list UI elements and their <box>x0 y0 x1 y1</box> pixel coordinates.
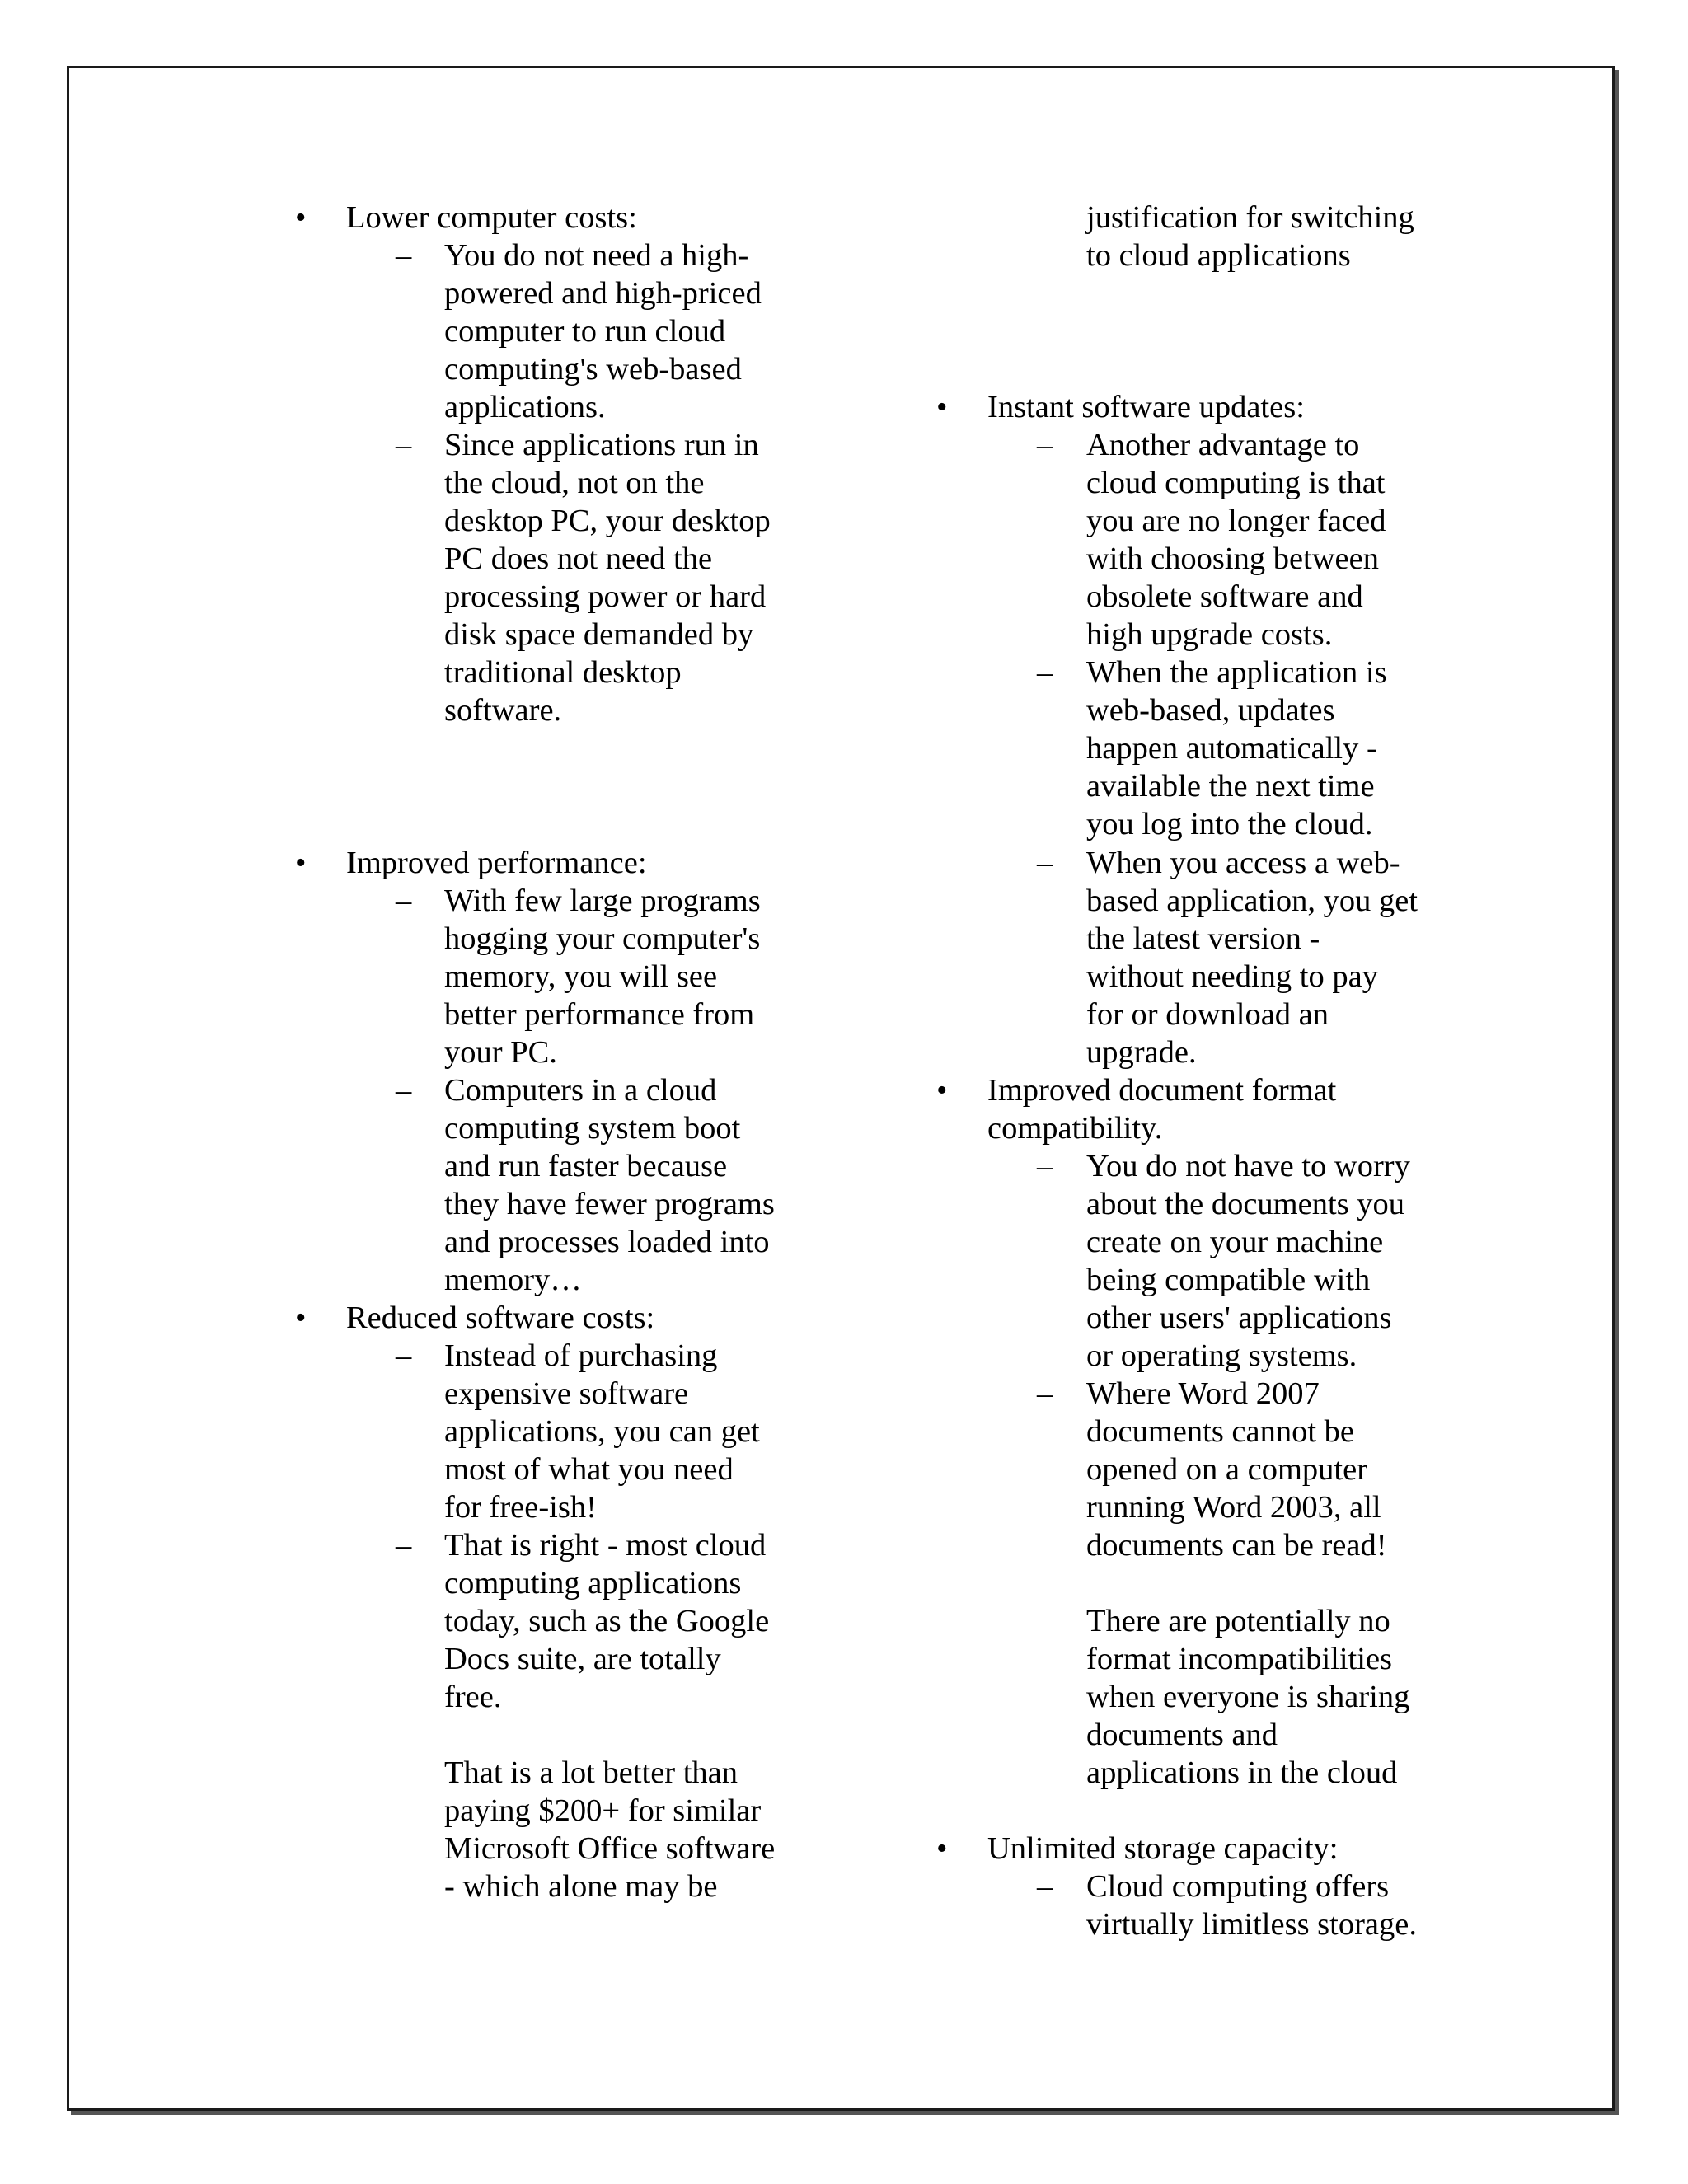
bullet-marker: • <box>936 1073 948 1108</box>
heading-unlimited-storage: Unlimited storage capacity: <box>987 1831 1339 1866</box>
dash-marker: – <box>1037 1869 1053 1904</box>
heading-instant-software-updates: Instant software updates: <box>987 390 1305 424</box>
subitem-performance-1: With few large programs hogging your computer's memory, you will see better performance from your PC. <box>444 883 761 1070</box>
dash-marker: – <box>396 1528 412 1563</box>
dash-marker: – <box>1037 428 1053 462</box>
dash-marker: – <box>1037 1376 1053 1411</box>
subitem-software-costs-1: Instead of purchasing expensive software applications, you can get most of what you need for free-ish! <box>444 1338 760 1525</box>
bullet-marker: • <box>936 390 948 424</box>
dash-marker: – <box>396 238 412 273</box>
dash-marker: – <box>1037 846 1053 880</box>
continuation-text: justification for switching to cloud applications <box>1086 200 1414 273</box>
bullet-marker: • <box>295 200 307 235</box>
dash-marker: – <box>1037 655 1053 690</box>
subitem-updates-3: When you access a web- based application, you get the latest version - without needing to pay for or download an upgrade. <box>1086 846 1418 1070</box>
subitem-updates-2: When the application is web-based, updates happen automatically - available the next time you log into the cloud. <box>1086 655 1387 841</box>
subitem-lower-costs-2: Since applications run in the cloud, not on the desktop PC, your desktop PC does not need the processing power or hard disk space demanded by traditional desktop software. <box>444 428 771 728</box>
subitem-storage-1: Cloud computing offers virtually limitless storage. <box>1086 1869 1417 1942</box>
bullet-marker: • <box>295 1301 307 1335</box>
dash-marker: – <box>396 1338 412 1373</box>
bullet-marker: • <box>936 1831 948 1866</box>
subitem-updates-1: Another advantage to cloud computing is that you are no longer faced with choosing between obsolete software and high upgrade costs. <box>1086 428 1386 652</box>
heading-document-compatibility: Improved document format compatibility. <box>987 1073 1337 1146</box>
heading-reduced-software-costs: Reduced software costs: <box>346 1301 655 1335</box>
page-frame <box>67 66 1615 2111</box>
dash-marker: – <box>1037 1149 1053 1183</box>
dash-marker: – <box>396 883 412 918</box>
subitem-performance-2: Computers in a cloud computing system boot and run faster because they have fewer programs and processes loaded into memory… <box>444 1073 775 1297</box>
dash-marker: – <box>396 1073 412 1108</box>
dash-marker: – <box>396 428 412 462</box>
subitem-compatibility-1: You do not have to worry about the documents you create on your machine being compatible with other users' applications or operating systems. <box>1086 1149 1410 1373</box>
subitem-software-costs-2: That is right - most cloud computing applications today, such as the Google Docs suite, are totally free. That is a lot better than paying $200+ for similar Microsoft Office software - which alone may be <box>444 1528 776 1904</box>
subitem-compatibility-2: Where Word 2007 documents cannot be opened on a computer running Word 2003, all documents can be read! There are potentially no format incompatibilities when everyone is sharing documents and applications in the cloud <box>1086 1376 1410 1790</box>
heading-improved-performance: Improved performance: <box>346 846 647 880</box>
bullet-marker: • <box>295 846 307 880</box>
heading-lower-computer-costs: Lower computer costs: <box>346 200 637 235</box>
subitem-lower-costs-1: You do not need a high- powered and high-priced computer to run cloud computing's web-based applications. <box>444 238 762 424</box>
